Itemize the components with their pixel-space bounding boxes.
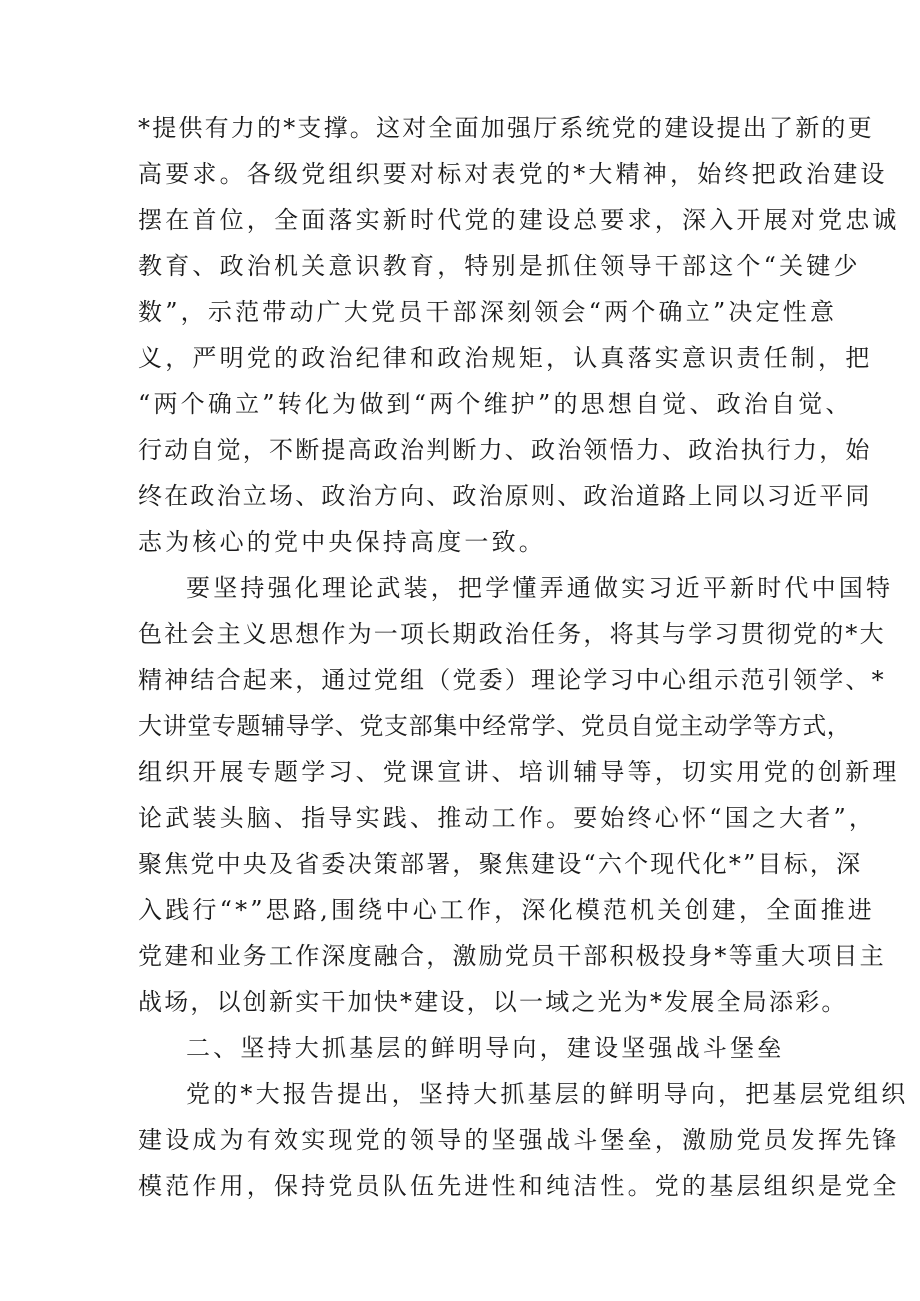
- body-text-line: 模范作用，保持党员队伍先进性和纯洁性。党的基层组织是党全: [138, 1172, 900, 1200]
- paragraph-start-line: 党的*大报告提出，坚持大抓基层的鲜明导向，把基层党组织: [186, 1080, 909, 1108]
- body-text-line: 战场，以创新实干加快*建设，以一域之光为*发展全局添彩。: [138, 988, 848, 1016]
- body-text-line: 党建和业务工作深度融合，激励党员干部积极投身*等重大项目主: [138, 942, 886, 970]
- body-text-line: 数”，示范带动广大党员干部深刻领会“两个确立”决定性意: [138, 298, 838, 326]
- body-text-line: 论武装头脑、指导实践、推动工作。要始终心怀“国之大者”，: [138, 804, 877, 832]
- body-text-line: 教育、政治机关意识教育，特别是抓住领导干部这个“关键少: [138, 252, 861, 280]
- body-text-line: “两个确立”转化为做到“两个维护”的思想自觉、政治自觉、: [138, 390, 853, 418]
- body-text-line: 高要求。各级党组织要对标对表党的*大精神，始终把政治建设: [138, 160, 888, 188]
- body-text-line: 建设成为有效实现党的领导的坚强战斗堡垒，激励党员发挥先锋: [138, 1126, 900, 1154]
- body-text-line: 组织开展专题学习、党课宣讲、培训辅导等，切实用党的创新理: [138, 758, 900, 786]
- body-text-line: 精神结合起来，通过党组（党委）理论学习中心组示范引领学、*: [138, 666, 886, 694]
- body-text-line: 义，严明党的政治纪律和政治规矩，认真落实意识责任制，把: [138, 344, 873, 372]
- body-text-line: *提供有力的*支撑。这对全面加强厅系统党的建设提出了新的更: [138, 114, 874, 142]
- paragraph-start-line: 要坚持强化理论武装，把学懂弄通做实习近平新时代中国特: [186, 574, 894, 602]
- body-text-line: 大讲堂专题辅导学、党支部集中经常学、党员自觉主动学等方式，: [138, 712, 852, 740]
- body-text-line: 行动自觉，不断提高政治判断力、政治领悟力、政治执行力，始: [138, 436, 872, 464]
- body-text-line: 终在政治立场、政治方向、政治原则、政治道路上同以习近平同: [138, 482, 872, 510]
- body-text-line: 摆在首位，全面落实新时代党的建设总要求，深入开展对党忠诚: [138, 206, 900, 234]
- body-text-line: 色社会主义思想作为一项长期政治任务，将其与学习贯彻党的*大: [138, 620, 886, 648]
- section-heading: 二、坚持大抓基层的鲜明导向，建设坚强战斗堡垒: [186, 1034, 785, 1062]
- body-text-line: 聚焦党中央及省委决策部署，聚焦建设“六个现代化*”目标，深: [138, 850, 863, 878]
- body-text-line: 入践行“*”思路,围绕中心工作，深化模范机关创建，全面推进: [138, 896, 875, 924]
- body-text-line: 志为核心的党中央保持高度一致。: [138, 528, 546, 556]
